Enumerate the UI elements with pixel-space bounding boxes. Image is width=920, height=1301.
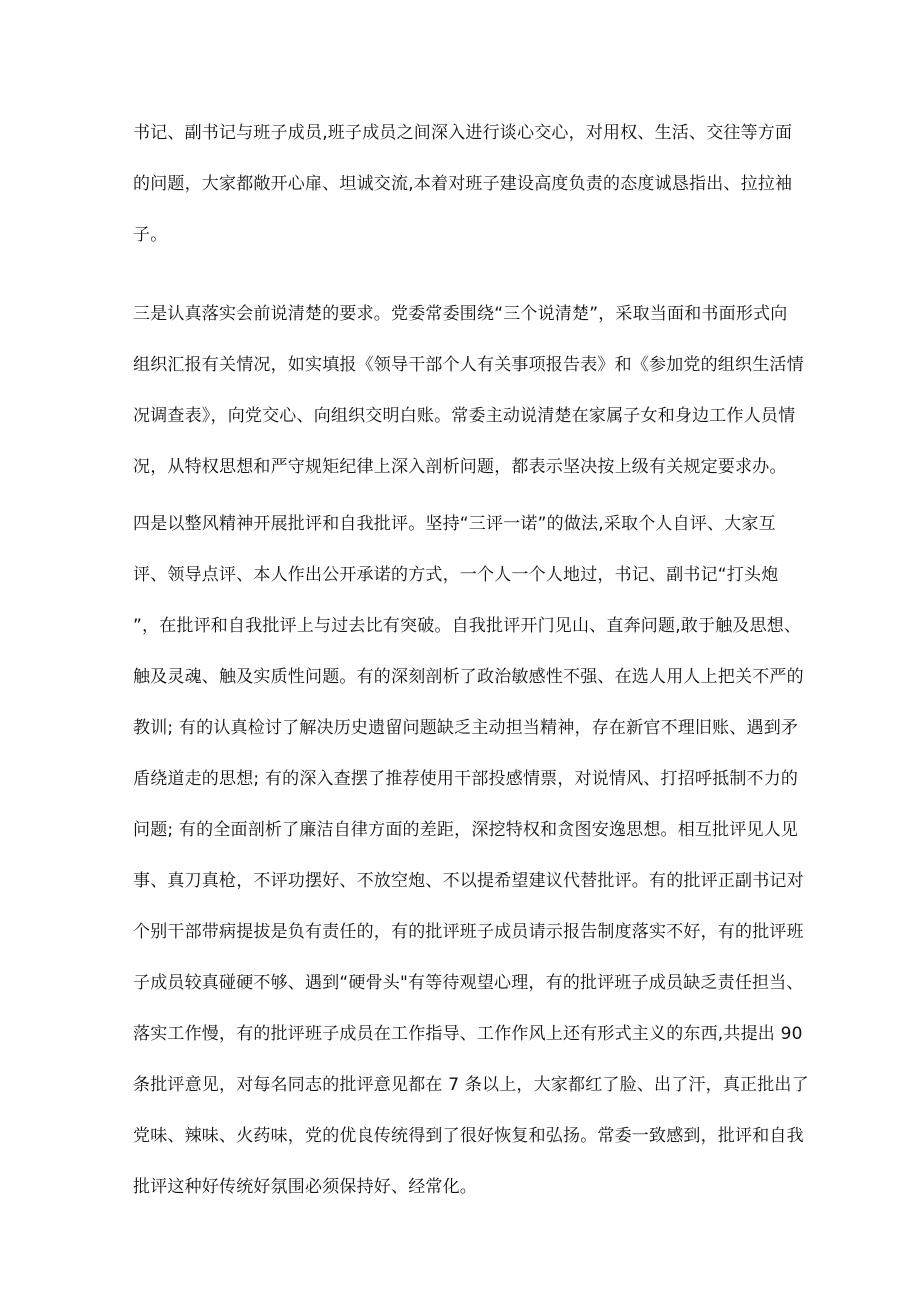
paragraph-line: 问题; 有的全面剖析了廉洁自律方面的差距，深挖特权和贪图安逸思想。相互批评见人见 <box>133 820 799 840</box>
paragraph-line: 子成员较真碰硬不够、遇到“硬骨头"有等待观望心理，有的批评班子成员缺乏责任担当、 <box>133 973 804 993</box>
paragraph-line: 教训; 有的认真检讨了解决历史遗留问题缺乏主动担当精神，存在新官不理旧账、遇到矛 <box>133 718 799 738</box>
paragraph-line: 个别干部带病提拔是负有责任的，有的批评班子成员请示报告制度落实不好，有的批评班 <box>133 922 804 942</box>
paragraph-line: 事、真刀真枪，不评功摆好、不放空炮、不以提希望建议代替批评。有的批评正副书记对 <box>133 871 804 891</box>
paragraph-line: 条批评意见，对每名同志的批评意见都在 7 条以上，大家都红了脸、出了汗，真正批出了 <box>133 1075 809 1095</box>
paragraph-line: 况调查表》，向党交心、向组织交明白账。常委主动说清楚在家属子女和身边工作人员情 <box>133 406 796 426</box>
paragraph-line: 的问题，大家都敞开心扉、坦诚交流,本着对班子建设高度负责的态度诚恳指出、拉拉袖 <box>133 174 793 194</box>
paragraph-1 <box>133 108 813 261</box>
paragraph-line: 组织汇报有关情况，如实填报《领导干部个人有关事项报告表》和《参加党的组织生活情 <box>133 355 804 375</box>
paragraph-line: 触及灵魂、触及实质性问题。有的深刻剖析了政治敏感性不强、在选人用人上把关不严的 <box>133 667 804 687</box>
paragraph-line: 批评这种好传统好氛围必须保持好、经常化。 <box>133 1177 477 1197</box>
paragraph-line: ”，在批评和自我批评上与过去比有突破。自我批评开门见山、直奔问题,敢于触及思想、 <box>133 616 802 636</box>
paragraph-line: 评、领导点评、本人作出公开承诺的方式，一个人一个人地过，书记、副书记“打头炮 <box>133 565 779 585</box>
paragraph-line: 落实工作慢，有的批评班子成员在工作指导、工作作风上还有形式主义的东西,共提出 90 <box>133 1024 803 1044</box>
paragraph-line: 党味、辣味、火药味，党的优良传统得到了很好恢复和弘扬。常委一致感到，批评和自我 <box>133 1126 804 1146</box>
paragraph-line: 三是认真落实会前说清楚的要求。党委常委围绕“三个说清楚”，采取当面和书面形式向 <box>133 304 788 324</box>
paragraph-3 <box>133 499 813 1213</box>
paragraph-line: 四是以整风精神开展批评和自我批评。坚持“三评一诺”的做法,采取个人自评、大家互 <box>133 514 776 534</box>
paragraph-line: 况，从特权思想和严守规矩纪律上深入剖析问题，都表示坚决按上级有关规定要求办。 <box>133 457 787 477</box>
paragraph-line: 盾绕道走的思想; 有的深入查摆了推荐使用干部投感情票，对说情风、打招呼抵制不力的 <box>133 769 799 789</box>
paragraph-line: 子。 <box>133 225 168 245</box>
paragraph-line: 书记、副书记与班子成员,班子成员之间深入进行谈心交心，对用权、生活、交往等方面 <box>133 123 793 143</box>
paragraph-2 <box>133 289 813 493</box>
